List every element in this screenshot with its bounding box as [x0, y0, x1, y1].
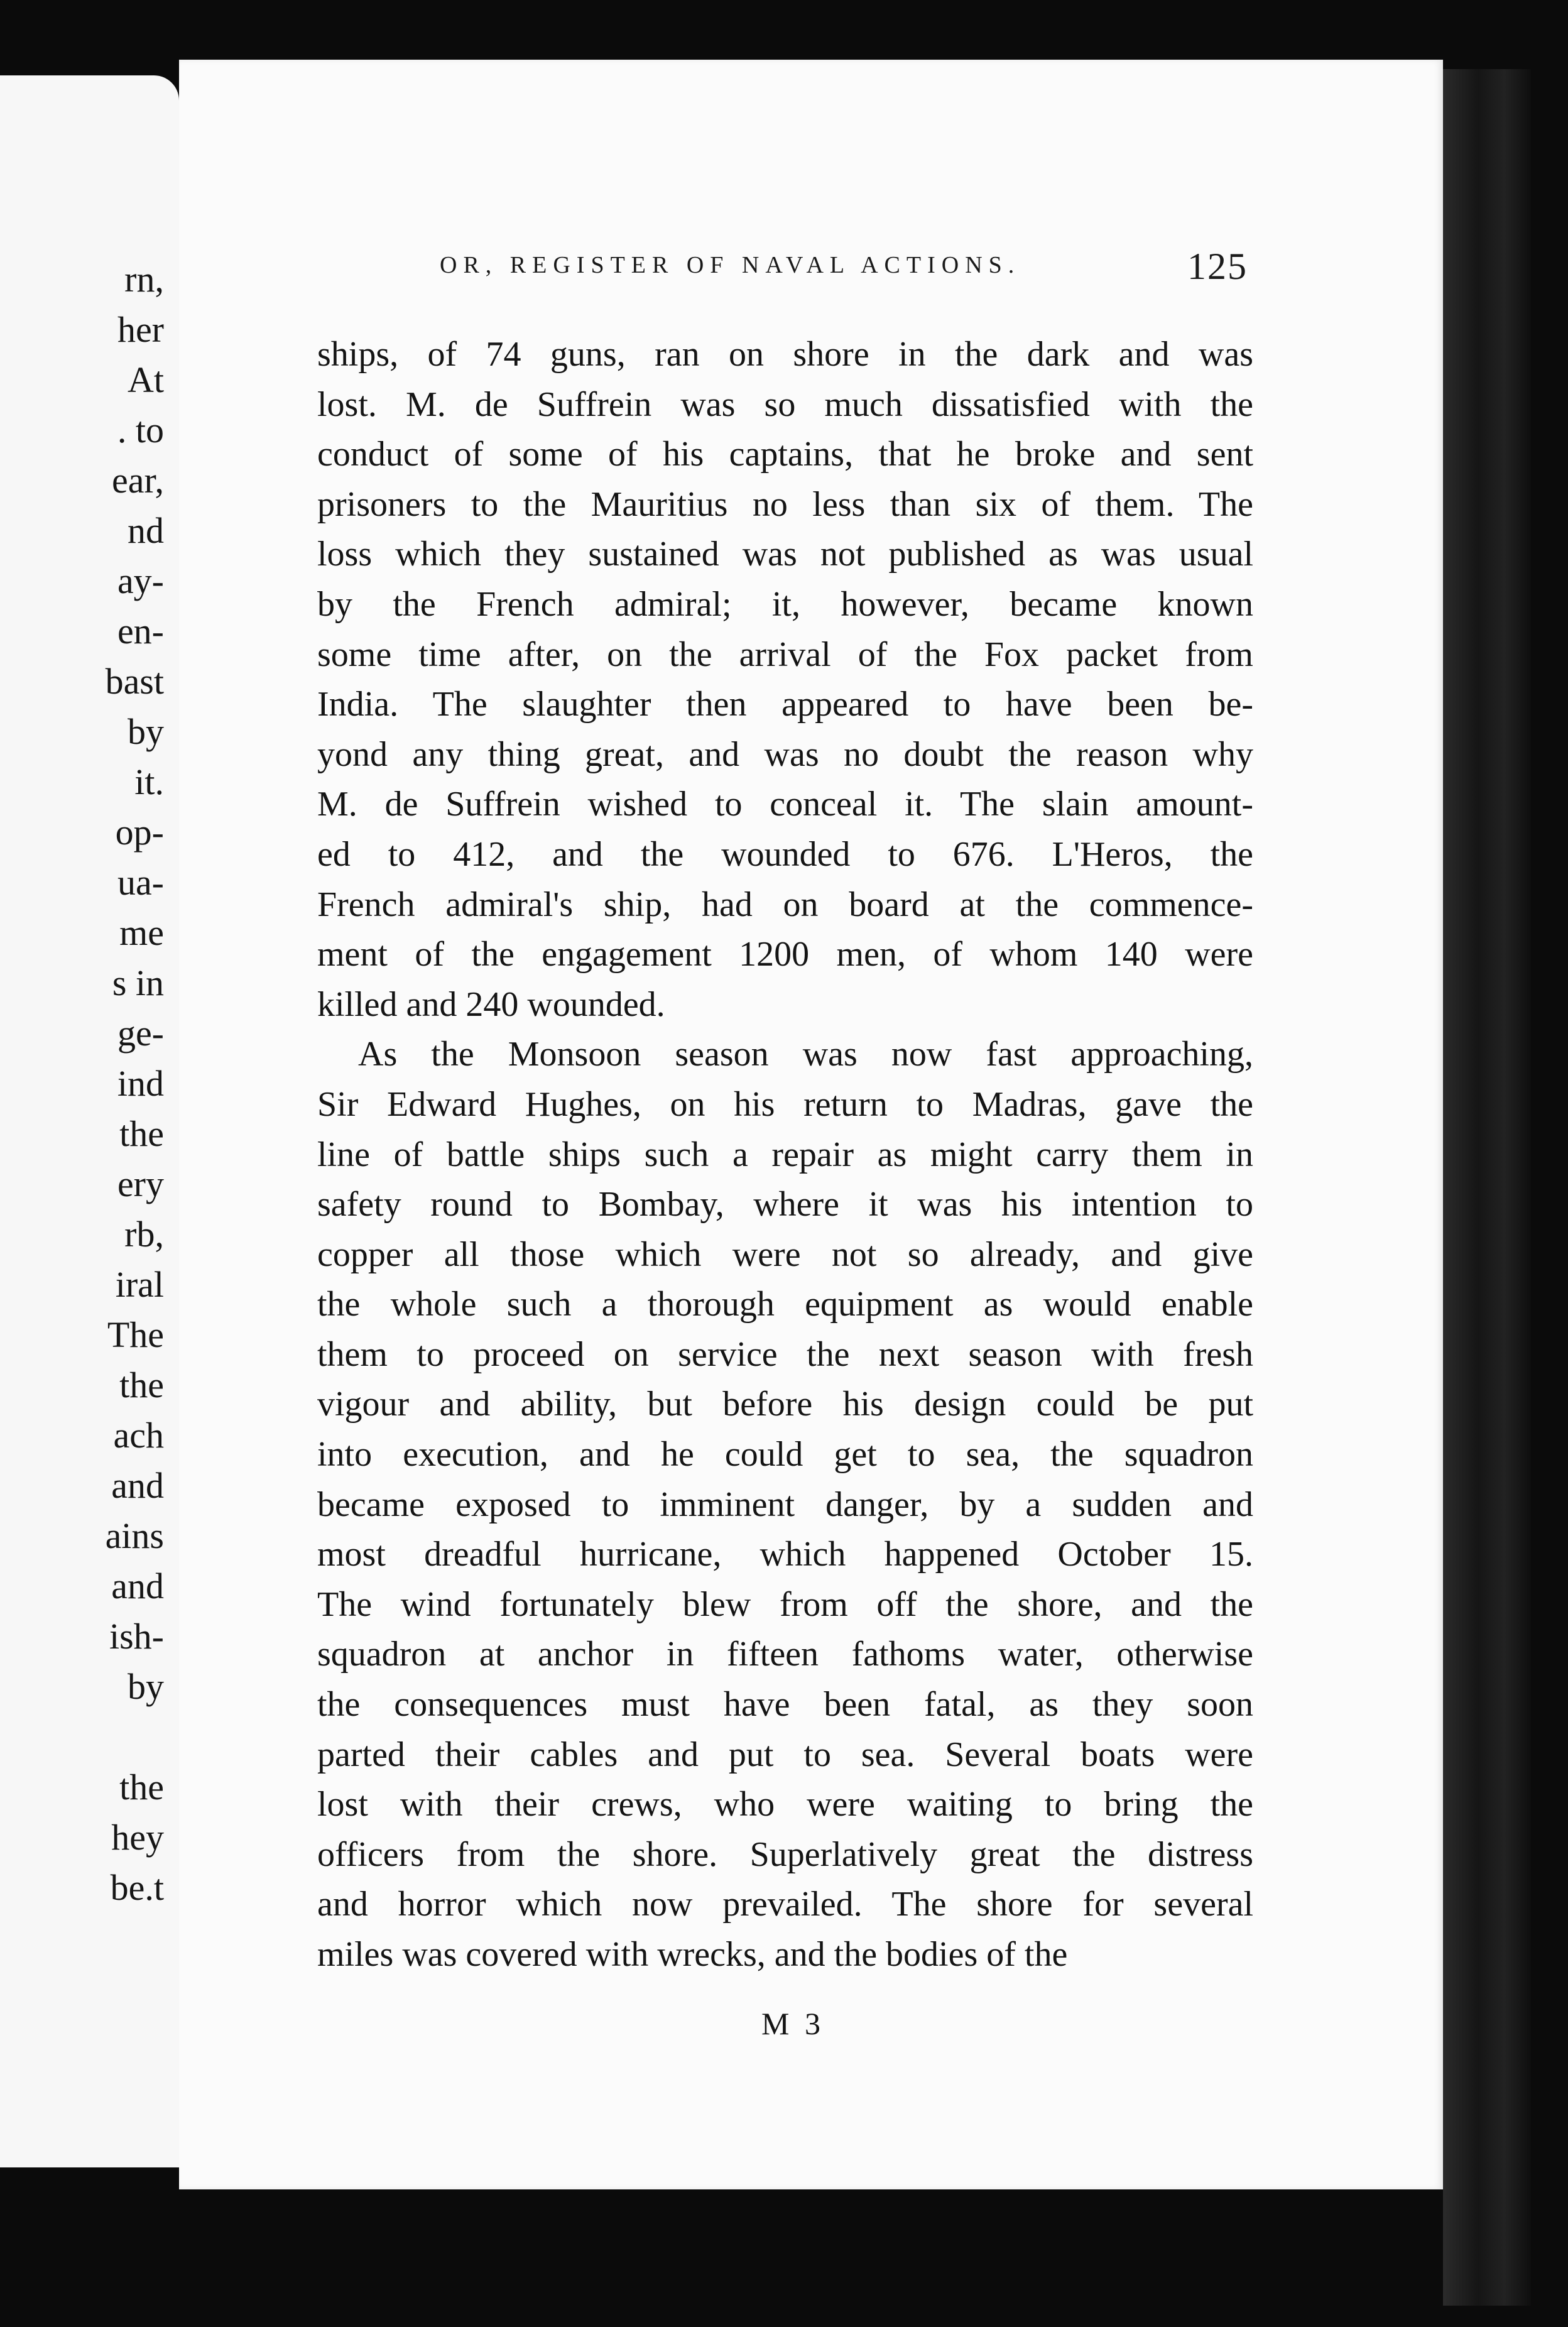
- text-line: M. de Suffrein wished to conceal it. The slain amount-: [317, 785, 1253, 824]
- text-line: most dreadful hurricane, which happened October 15.: [317, 1535, 1253, 1574]
- left-page-fragment: iral: [115, 1264, 164, 1305]
- left-page-fragment: me: [119, 912, 164, 953]
- text-line: some time after, on the arrival of the Fox packet from: [317, 635, 1253, 674]
- running-title: OR, REGISTER OF NAVAL ACTIONS.: [440, 252, 1021, 278]
- left-page-fragment: en-: [117, 611, 164, 651]
- left-page-fragment: ear,: [112, 460, 164, 501]
- book-fore-edge: [1443, 69, 1531, 2306]
- left-page-fragment: by: [128, 711, 164, 752]
- left-page-fragment: the: [119, 1767, 164, 1807]
- left-page-edge: [0, 75, 179, 2167]
- left-page-fragment: hey: [111, 1817, 164, 1858]
- text-line: prisoners to the Mauritius no less than six of them. The: [317, 484, 1253, 524]
- text-line: became exposed to imminent danger, by a sudden and: [317, 1485, 1253, 1524]
- text-line: and horror which now prevailed. The shore for several: [317, 1885, 1253, 1924]
- left-page-fragment: . to: [117, 410, 164, 450]
- page-number: 125: [1187, 246, 1248, 287]
- body-text: [317, 330, 1253, 1980]
- text-line: copper all those which were not so already, and give: [317, 1234, 1253, 1274]
- left-page-fragment: ish-: [109, 1616, 164, 1657]
- text-line: killed and 240 wounded.: [317, 984, 665, 1024]
- text-line: by the French admiral; it, however, became known: [317, 584, 1253, 624]
- signature-mark: M 3: [761, 2006, 824, 2041]
- left-page-fragment: her: [117, 309, 164, 350]
- text-line: conduct of some of his captains, that he broke and sent: [317, 435, 1253, 474]
- left-page-fragment: rn,: [124, 259, 164, 300]
- left-page-fragment: and: [111, 1566, 164, 1606]
- text-line: officers from the shore. Superlatively great the distress: [317, 1834, 1253, 1874]
- left-page-fragment: s in: [112, 962, 164, 1003]
- text-line: loss which they sustained was not published as was usual: [317, 535, 1253, 574]
- text-line: the consequences must have been fatal, as they soon: [317, 1685, 1253, 1725]
- text-line: The wind fortunately blew from off the shore, and the: [317, 1584, 1253, 1624]
- left-page-fragment: ind: [117, 1063, 164, 1104]
- left-page-fragment: and: [111, 1465, 164, 1506]
- text-line: French admiral's ship, had on board at the commence-: [317, 885, 1253, 924]
- text-line: vigour and ability, but before his design could be put: [317, 1385, 1253, 1424]
- text-line: As the Monsoon season was now fast approaching,: [358, 1035, 1253, 1074]
- text-line: lost with their crews, who were waiting to bring the: [317, 1785, 1253, 1824]
- left-page-fragment: ach: [113, 1415, 164, 1456]
- text-line: safety round to Bombay, where it was his intention to: [317, 1185, 1253, 1224]
- text-line: parted their cables and put to sea. Several boats were: [317, 1735, 1253, 1774]
- text-line: into execution, and he could get to sea, the squadron: [317, 1435, 1253, 1474]
- text-line: Sir Edward Hughes, on his return to Madras, gave the: [317, 1084, 1253, 1124]
- paragraph-2: [317, 1030, 1253, 1980]
- left-page-fragment: ua-: [117, 862, 164, 903]
- text-line: ships, of 74 guns, ran on shore in the dark and was: [317, 335, 1253, 374]
- text-line: the whole such a thorough equipment as would enable: [317, 1285, 1253, 1324]
- left-page-fragment: ains: [105, 1515, 164, 1556]
- paragraph-1: [317, 330, 1253, 1030]
- left-page-fragment: the: [119, 1365, 164, 1405]
- text-line: yond any thing great, and was no doubt the reason why: [317, 734, 1253, 774]
- left-page-fragment: the: [119, 1113, 164, 1154]
- text-line: India. The slaughter then appeared to have been be-: [317, 685, 1253, 724]
- left-page-fragment: by: [128, 1666, 164, 1707]
- text-line: lost. M. de Suffrein was so much dissatisfied with the: [317, 384, 1253, 424]
- text-line: line of battle ships such a repair as might carry them in: [317, 1135, 1253, 1174]
- left-page-fragment: nd: [128, 510, 164, 551]
- text-line: them to proceed on service the next season with fresh: [317, 1334, 1253, 1374]
- left-page-fragment: rb,: [124, 1214, 164, 1255]
- left-page-fragment: be.t: [110, 1867, 164, 1908]
- text-line: squadron at anchor in fifteen fathoms water, otherwise: [317, 1635, 1253, 1674]
- text-line: ed to 412, and the wounded to 676. L'Heros, the: [317, 834, 1253, 874]
- left-page-fragment: bast: [105, 661, 164, 702]
- left-page-fragment: it.: [134, 761, 164, 802]
- left-page-fragment: op-: [115, 812, 164, 853]
- left-page-fragment: The: [107, 1314, 164, 1355]
- text-line: miles was covered with wrecks, and the bodies of the: [317, 1935, 1068, 1974]
- left-page-fragment: At: [128, 359, 164, 400]
- text-line: ment of the engagement 1200 men, of whom 140 were: [317, 935, 1253, 974]
- left-page-fragment: ery: [117, 1164, 164, 1204]
- left-page-fragment: ay-: [117, 560, 164, 601]
- left-page-fragment: ge-: [117, 1013, 164, 1054]
